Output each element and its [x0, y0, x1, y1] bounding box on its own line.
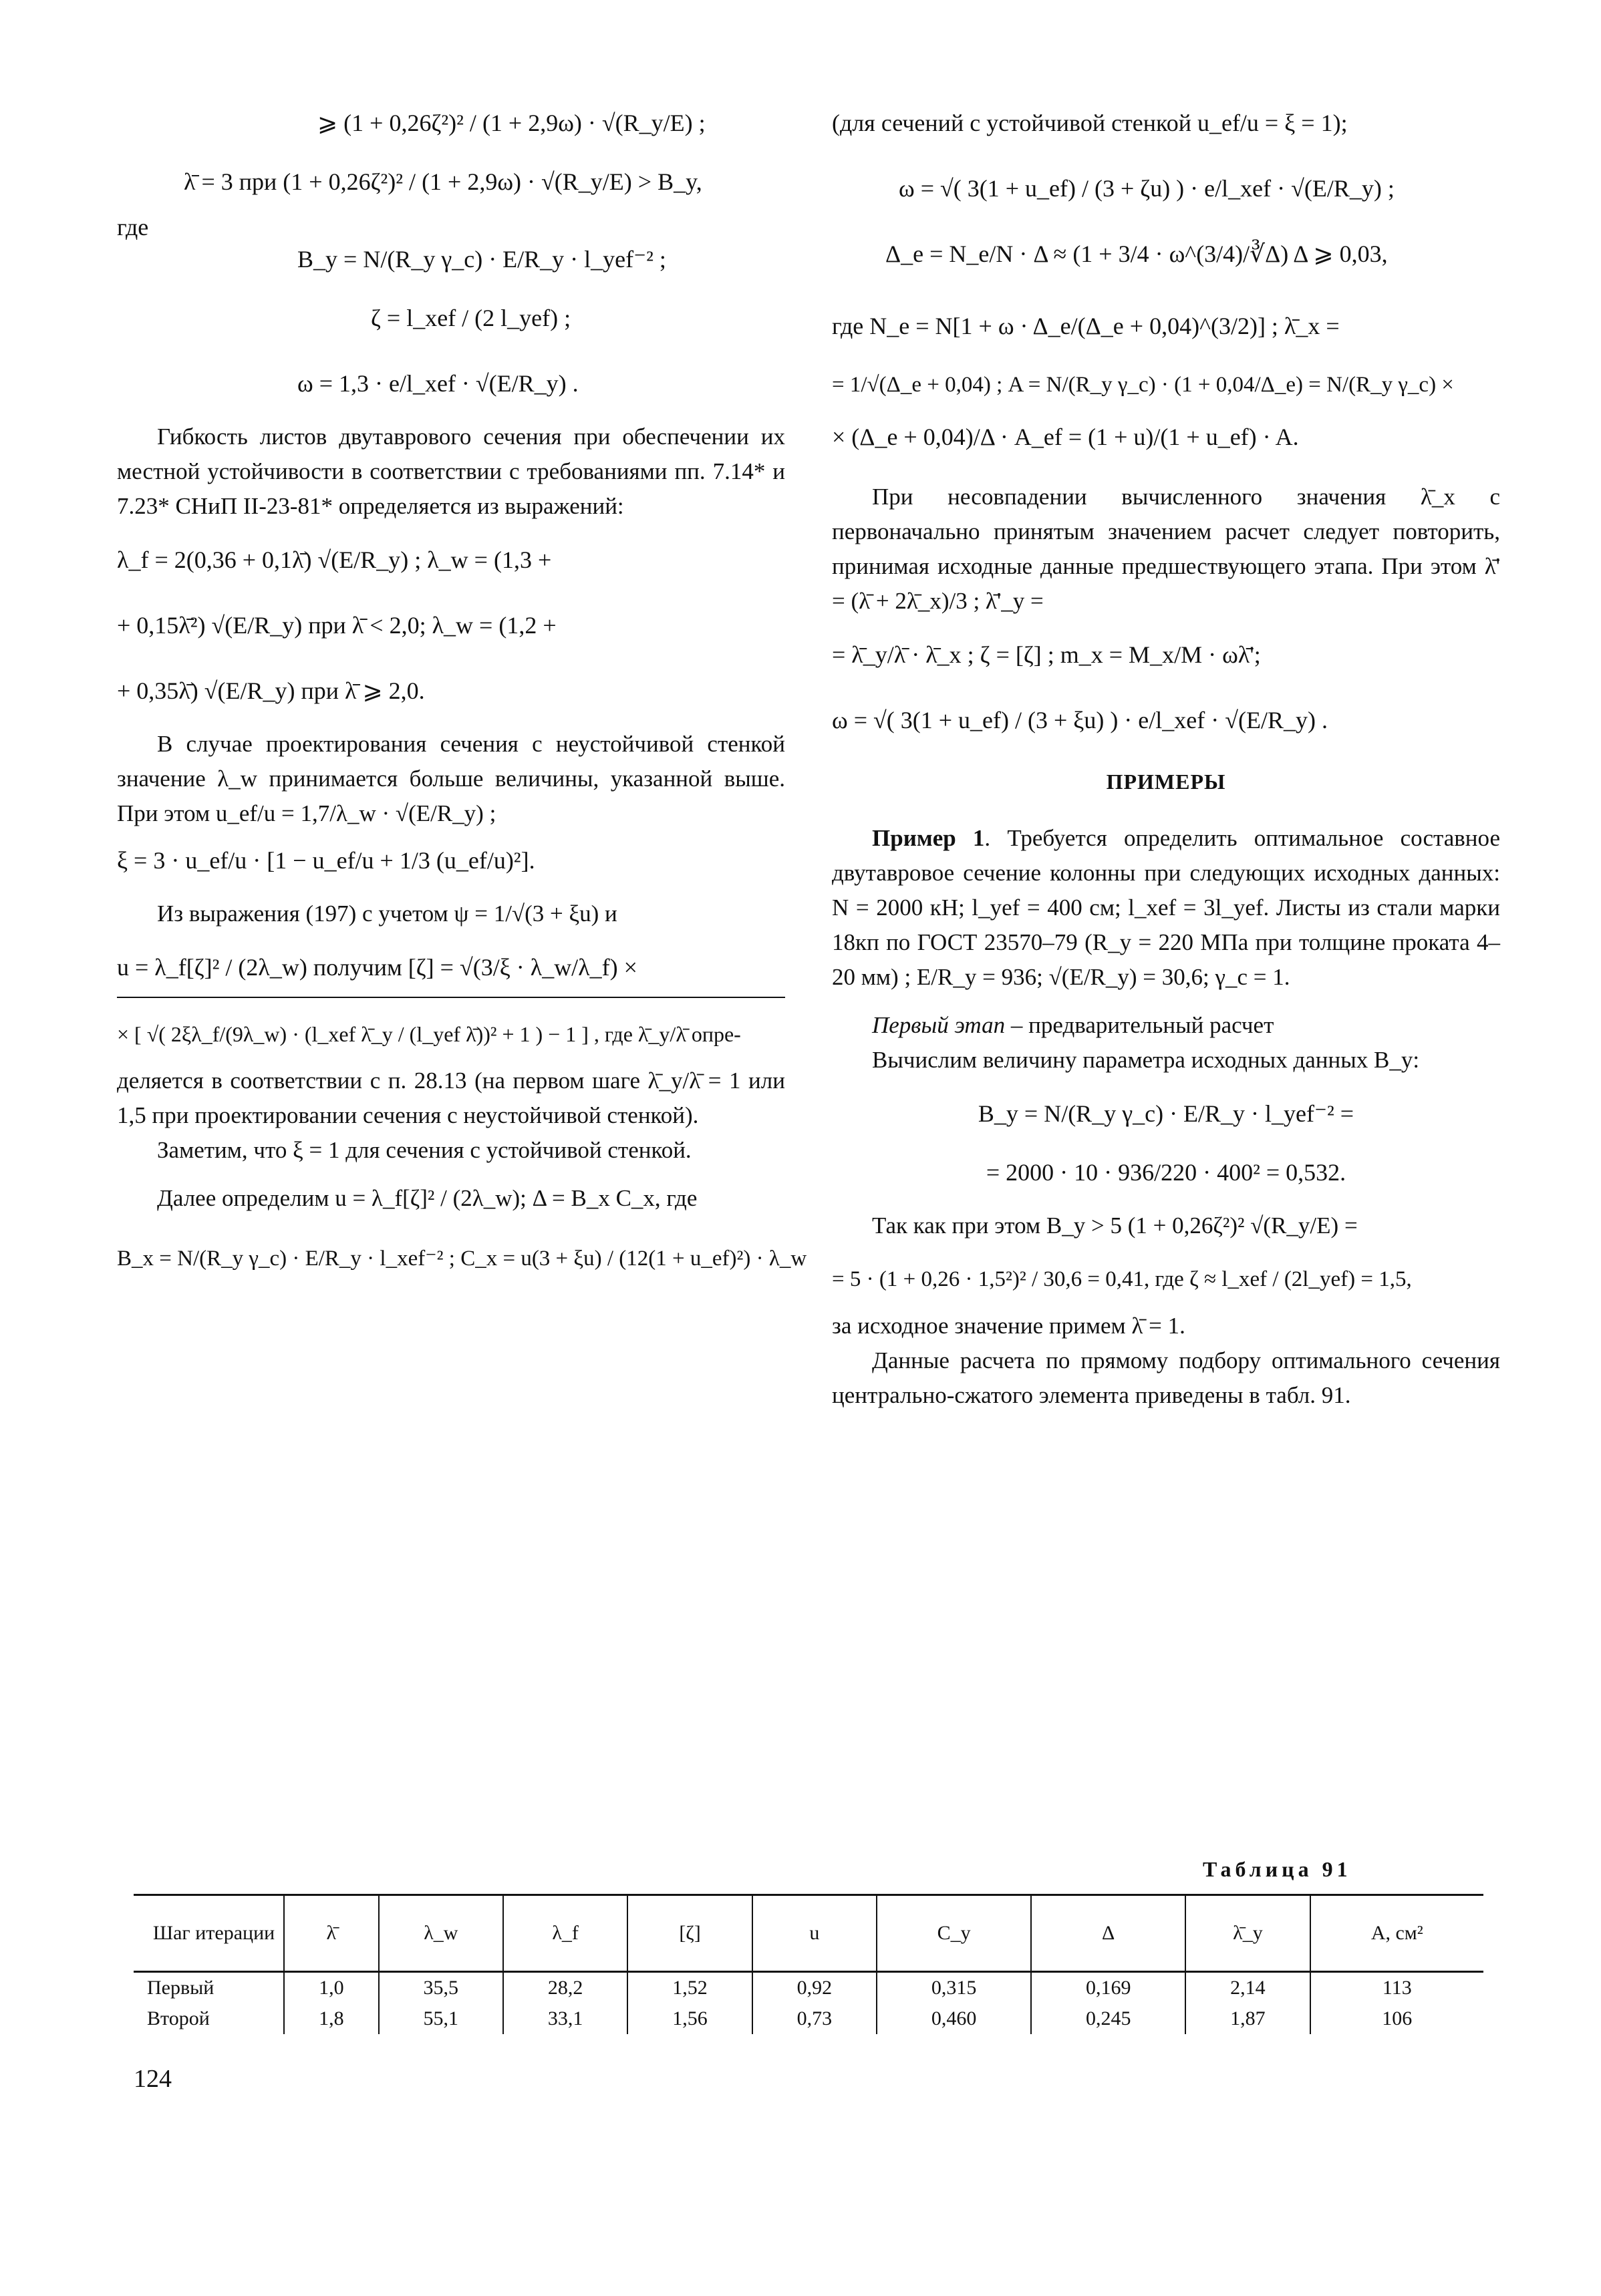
formula-7: + 0,15λ̄²) √(E/R_y) при λ̄ < 2,0; λ_w = (1,2 +	[117, 612, 557, 639]
table-cell: 113	[1310, 1972, 1483, 2004]
paragraph-data: Данные расчета по прямому подбору оптимального сечения центрально-сжатого элемента приведены в табл. 91.	[832, 1347, 1500, 1408]
paragraph-defined: деляется в соответствии с п. 28.13 (на первом шаге λ̄_y/λ̄ = 1 или 1,5 при проектировании сечения с неустойчивой стенкой).	[117, 1068, 785, 1128]
table-91	[134, 1894, 1483, 2034]
header-lambda: λ̄	[284, 1895, 379, 1972]
formula-r11: = 5 · (1 + 0,26 · 1,5²)² / 30,6 = 0,41, где ζ ≈ l_xef / (2l_yef) = 1,5,	[832, 1267, 1412, 1291]
table-cell: 0,460	[877, 2003, 1031, 2034]
paragraph-next: Далее определим u = λ_f[ζ]² / (2λ_w); Δ = B_x C_x, где	[157, 1185, 698, 1211]
table-cell: 1,8	[284, 2003, 379, 2034]
example-text: . Требуется определить оптимальное составное двутавровое сечение колонны при следующих исходных данных: N = 2000 кН; l_yef = 400 см; l_xef = 3l_yef. Листы из стали марки 18кп по ГОСТ 23570–79 (R_y = 220 МПа при толщине проката 4–20 мм) ; E/R_y = 936; √(E/R_y) = 30,6; γ_c = 1.	[832, 825, 1500, 990]
table-cell: 1,87	[1185, 2003, 1310, 2034]
formula-r10: = 2000 · 10 · 936/220 · 400² = 0,532.	[986, 1159, 1346, 1186]
formula-r2: ω = √( 3(1 + u_ef) / (3 + ζu) ) · e/l_xef · √(E/R_y) ;	[899, 175, 1395, 202]
header-lambda-f: λ_f	[503, 1895, 627, 1972]
table-cell: 1,56	[627, 2003, 752, 2034]
paragraph-stage	[832, 1008, 1500, 1043]
formula-r9: B_y = N/(R_y γ_c) · E/R_y · l_yef⁻² =	[978, 1100, 1354, 1127]
paragraph-example	[832, 821, 1500, 995]
table-cell: 0,245	[1031, 2003, 1185, 2034]
paragraph-flexibility: Гибкость листов двутаврового сечения при обеспечении их местной устойчивости в соответствии с требованиями пп. 7.14* и 7.23* СНиП II-23-81* определяется из выражений:	[117, 424, 785, 519]
right-column	[832, 100, 1500, 1413]
table-cell: Второй	[147, 2007, 210, 2029]
table-cell: 0,169	[1031, 1972, 1185, 2004]
table-caption: Таблица 91	[1203, 1857, 1352, 1881]
paragraph-compute: Вычислим величину параметра исходных данных B_y:	[872, 1047, 1420, 1073]
header-u: u	[752, 1895, 877, 1972]
formula-r4: где N_e = N[1 + ω · Δ_e/(Δ_e + 0,04)^(3/2)] ; λ̄_x =	[832, 313, 1340, 339]
table-cell: Первый	[147, 1977, 214, 1999]
table-cell: 55,1	[379, 2003, 503, 2034]
header-lambda-w: λ_w	[379, 1895, 503, 1972]
table-cell: 0,73	[752, 2003, 877, 2034]
stage-title: Первый этап	[872, 1012, 1006, 1038]
table-header-row	[134, 1895, 1483, 1972]
table-cell: 2,14	[1185, 1972, 1310, 2004]
formula-9: ξ = 3 · u_ef/u · [1 − u_ef/u + 1/3 (u_ef/u)²].	[117, 847, 535, 874]
example-label: Пример 1	[872, 825, 985, 851]
table-row	[134, 1972, 1483, 2004]
paragraph-mismatch: При несовпадении вычисленного значения λ̄_x с первоначально принятым значением расчет следует повторить, принимая исходные данные предшествующего этапа. При этом λ̄' = (λ̄ + 2λ̄_x)/3 ; λ̄'_y =	[832, 484, 1500, 614]
table-cell: 33,1	[503, 2003, 627, 2034]
table-cell: 28,2	[503, 1972, 627, 2004]
formula-3: B_y = N/(R_y γ_c) · E/R_y · l_yef⁻² ;	[297, 246, 666, 273]
formula-r1: (для сечений с устойчивой стенкой u_ef/u = ξ = 1);	[832, 110, 1348, 136]
left-column	[117, 100, 807, 1275]
formula-r5: = 1/√(Δ_e + 0,04) ; A = N/(R_y γ_c) · (1 + 0,04/Δ_e) = N/(R_y γ_c) ×	[832, 373, 1454, 397]
table-cell: 0,315	[877, 1972, 1031, 2004]
stage-rest: – предварительный расчет	[1005, 1012, 1274, 1038]
formula-r8: ω = √( 3(1 + u_ef) / (3 + ξu) ) · e/l_xef · √(E/R_y) .	[832, 707, 1328, 733]
paragraph-expression-197: Из выражения (197) с учетом ψ = 1/√(3 + ξu) и	[157, 900, 617, 927]
formula-1: ⩾ (1 + 0,26ζ²)² / (1 + 2,9ω) · √(R_y/E) ;	[317, 110, 706, 136]
section-heading: ПРИМЕРЫ	[1106, 770, 1226, 794]
table-cell: 0,92	[752, 1972, 877, 2004]
formula-6: λ_f = 2(0,36 + 0,1λ̄) √(E/R_y) ; λ_w = (1,3 +	[117, 546, 552, 573]
header-delta: Δ	[1031, 1895, 1185, 1972]
formula-5: ω = 1,3 · e/l_xef · √(E/R_y) .	[297, 370, 579, 397]
paragraph-initial: за исходное значение примем λ̄ = 1.	[832, 1313, 1185, 1339]
table-cell: 1,0	[284, 1972, 379, 2004]
paragraph-unstable-web: В случае проектирования сечения с неустойчивой стенкой значение λ_w принимается больше величины, указанной выше. При этом u_ef/u = 1,7/λ_w · √(E/R_y) ;	[117, 731, 785, 826]
formula-2: λ̄ = 3 при (1 + 0,26ζ²)² / (1 + 2,9ω) · √(R_y/E) > B_y,	[184, 168, 702, 195]
formula-11: × [ √( 2ξλ_f/(9λ_w) · (l_xef λ̄_y / (l_yef λ̄))² + 1 ) − 1 ] , где λ̄_y/λ̄ опре-	[117, 1022, 741, 1046]
table-cell: 106	[1310, 2003, 1483, 2034]
formula-r7: = λ̄_y/λ̄ · λ̄_x ; ζ = [ζ] ; m_x = M_x/M · ωλ̄';	[832, 641, 1261, 668]
table-cell: 35,5	[379, 1972, 503, 2004]
header-zeta: [ζ]	[627, 1895, 752, 1972]
table-row	[134, 2003, 1483, 2034]
table-cell: 1,52	[627, 1972, 752, 2004]
header-lambda-y: λ̄_y	[1185, 1895, 1310, 1972]
paragraph-note: Заметим, что ξ = 1 для сечения с устойчивой стенкой.	[157, 1137, 692, 1163]
formula-10: u = λ_f[ζ]² / (2λ_w) получим [ζ] = √(3/ξ · λ_w/λ_f) ×	[117, 951, 785, 998]
formula-12: B_x = N/(R_y γ_c) · E/R_y · l_xef⁻² ; C_x = u(3 + ξu) / (12(1 + u_ef)²) · λ_w	[117, 1247, 807, 1271]
page-number: 124	[134, 2065, 172, 2093]
formula-4: ζ = l_xef / (2 l_yef) ;	[371, 305, 571, 331]
formula-r3: Δ_e = N_e/N · Δ ≈ (1 + 3/4 · ω^(3/4)/∛Δ) Δ ⩾ 0,03,	[885, 240, 1388, 267]
header-cy: C_y	[877, 1895, 1031, 1972]
formula-8: + 0,35λ̄) √(E/R_y) при λ̄ ⩾ 2,0.	[117, 677, 425, 704]
formula-r6: × (Δ_e + 0,04)/Δ · A_ef = (1 + u)/(1 + u_ef) · A.	[832, 424, 1299, 450]
paragraph-since: Так как при этом B_y > 5 (1 + 0,26ζ²)² √(R_y/E) =	[872, 1212, 1358, 1239]
header-step: Шаг итерации	[152, 1922, 275, 1944]
header-area: A, см²	[1310, 1895, 1483, 1972]
where-word: где	[117, 214, 149, 240]
